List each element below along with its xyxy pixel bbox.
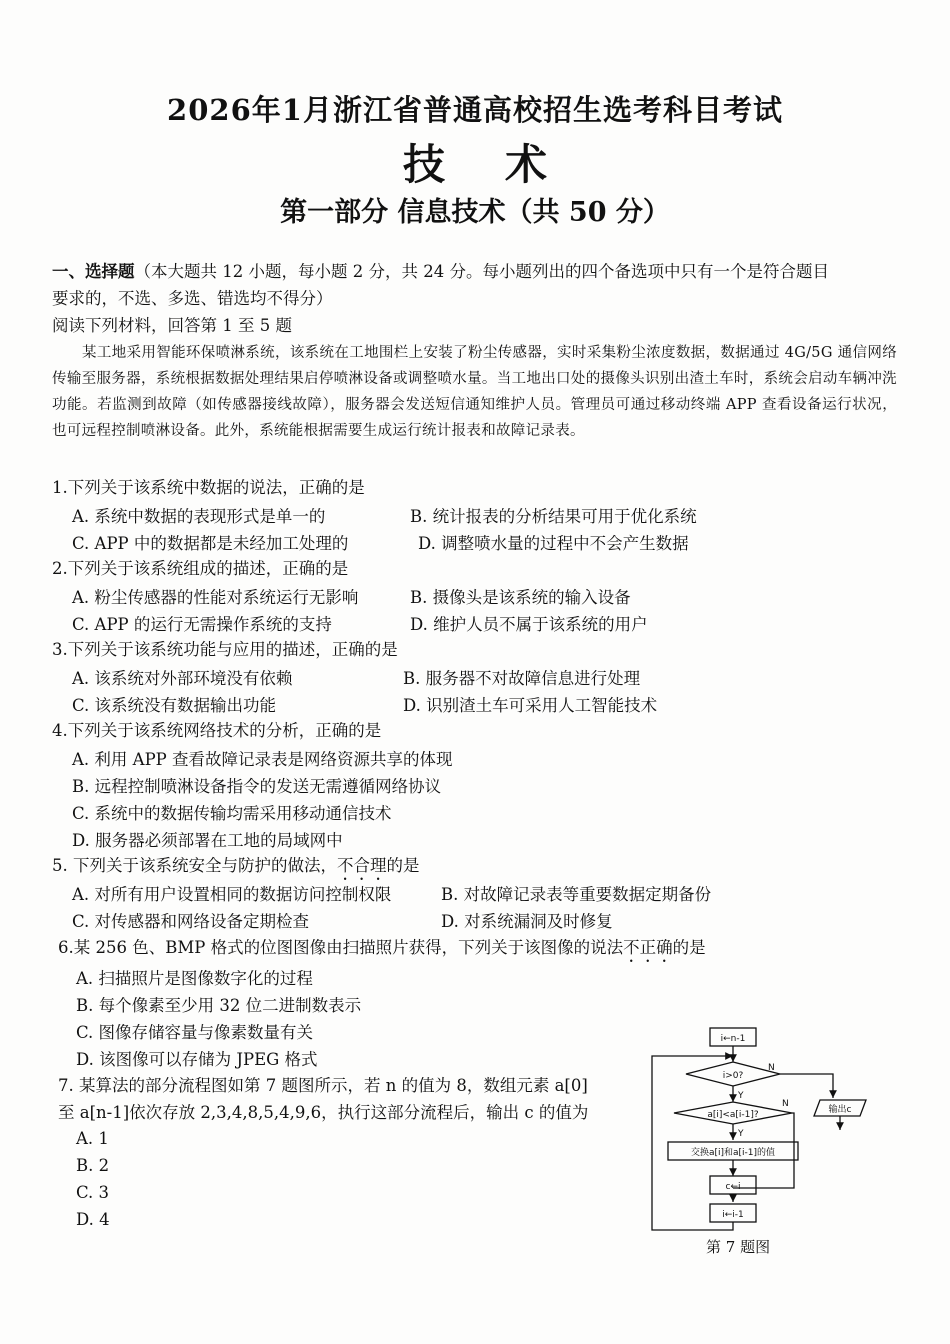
q2-option-d: D. 维护人员不属于该系统的用户 [410,615,648,634]
fc-output-text: 输出c [828,1105,852,1115]
q7-option-a: A. 1 [76,1129,109,1148]
q3-option-d: D. 识别渣土车可采用人工智能技术 [403,696,658,715]
q7-option-d: D. 4 [76,1210,110,1229]
section-instructions [52,258,829,285]
fc-init-text: i←n-1 [720,1034,746,1044]
q2-option-b: B. 摄像头是该系统的输入设备 [410,588,631,607]
instructions-line-1: （本大题共 12 小题，每小题 2 分，共 24 分。每小题列出的四个备选项中只有一个是符合题目 [134,262,829,281]
subject-title: 技术 [402,140,607,189]
q5-stem-suffix: 的是 [386,856,420,875]
section-heading: 一、选择题 [52,262,135,281]
q5-option-a: A. 对所有用户设置相同的数据访问控制权限 [72,885,392,904]
q1-option-a: A. 系统中数据的表现形式是单一的 [72,507,326,526]
q5-option-c: C. 对传感器和网络设备定期检查 [72,912,310,931]
question-7-stem-line-2: 至 a[n-1]依次存放 2,3,4,8,5,4,9,6，执行这部分流程后，输出 c 的值为 [58,1103,589,1122]
q5-option-d: D. 对系统漏洞及时修复 [441,912,613,931]
q5-option-b: B. 对故障记录表等重要数据定期备份 [441,885,712,904]
q7-option-b: B. 2 [76,1156,110,1175]
question-3-stem: 3.下列关于该系统功能与应用的描述，正确的是 [52,640,398,659]
q4-option-d: D. 服务器必须部署在工地的局域网中 [72,831,343,850]
q2-option-a: A. 粉尘传感器的性能对系统运行无影响 [72,588,359,607]
q6-stem-emphasis: 不正确 [623,938,673,957]
question-2-stem: 2.下列关于该系统组成的描述，正确的是 [52,559,349,578]
question-4-stem: 4.下列关于该系统网络技术的分析，正确的是 [52,721,382,740]
q1-option-d: D. 调整喷水量的过程中不会产生数据 [418,534,689,553]
flowchart-caption: 第 7 题图 [706,1238,771,1256]
q5-stem-emphasis: 不合理 [337,856,387,875]
fc-assign-text: c←i [725,1182,741,1192]
fc-no-2: N [782,1099,789,1109]
q5-stem-prefix: 5. 下列关于该系统安全与防护的做法， [52,856,337,875]
fc-decrement-text: i←i-1 [722,1210,744,1220]
q2-option-c: C. APP 的运行无需操作系统的支持 [72,615,332,634]
flowchart-figure [640,1018,880,1258]
fc-yes-1: Y [738,1091,744,1101]
question-1-stem: 1.下列关于该系统中数据的说法，正确的是 [52,478,365,497]
q3-option-b: B. 服务器不对故障信息进行处理 [403,669,641,688]
q4-option-b: B. 远程控制喷淋设备指令的发送无需遵循网络协议 [72,777,442,796]
q4-option-a: A. 利用 APP 查看故障记录表是网络资源共享的体现 [72,750,453,769]
q1-option-c: C. APP 中的数据都是未经加工处理的 [72,534,349,553]
q6-option-b: B. 每个像素至少用 32 位二进制数表示 [76,996,362,1015]
question-7-stem-line-1: 7. 某算法的部分流程图如第 7 题图所示，若 n 的值为 8，数组元素 a[0] [58,1076,588,1095]
question-5-stem [52,852,420,884]
instructions-line-2: 要求的，不选、多选、错选均不得分） [52,289,333,308]
q6-stem-prefix: 6.某 256 色、BMP 格式的位图图像由扫描照片获得，下列关于该图像的说法 [58,938,624,957]
q6-option-a: A. 扫描照片是图像数字化的过程 [76,969,313,988]
fc-cond1-text: i>0? [722,1071,744,1081]
reading-prompt: 阅读下列材料，回答第 1 至 5 题 [52,316,292,335]
question-6-stem [58,934,706,966]
q6-option-c: C. 图像存储容量与像素数量有关 [76,1023,314,1042]
fc-swap-text: 交换a[i]和a[i-1]的值 [690,1148,776,1158]
q3-option-c: C. 该系统没有数据输出功能 [72,696,277,715]
fc-no-1: N [768,1063,775,1073]
fc-cond2-text: a[i]<a[i-1]? [707,1110,759,1120]
part-title: 第一部分 信息技术（共 50 分） [280,197,670,228]
exam-title: 2026年1月浙江省普通高校招生选考科目考试 [167,93,783,127]
q1-option-b: B. 统计报表的分析结果可用于优化系统 [410,507,697,526]
q6-option-d: D. 该图像可以存储为 JPEG 格式 [76,1050,318,1069]
fc-yes-2: Y [738,1129,744,1139]
q7-option-c: C. 3 [76,1183,110,1202]
q3-option-a: A. 该系统对外部环境没有依赖 [72,669,293,688]
reading-material: 某工地采用智能环保喷淋系统，该系统在工地围栏上安装了粉尘传感器，实时采集粉尘浓度数据，数据通过 4G/5G 通信网络传输至服务器，系统根据数据处理结果启停喷淋设备或调整喷水量。当工地出口处的摄像头识别出渣土车时，系统会启动车辆冲洗功能。若监测到故障（如传感器接线故障），服务器会发送短信通知维护人员。管理员可通过移动终端 APP 查看设备运行状况，也可远程控制喷淋设备。此外，系统能根据需要生成运行统计报表和故障记录表。 [52,345,897,439]
q6-stem-suffix: 的是 [672,938,706,957]
q4-option-c: C. 系统中的数据传输均需采用移动通信技术 [72,804,392,823]
